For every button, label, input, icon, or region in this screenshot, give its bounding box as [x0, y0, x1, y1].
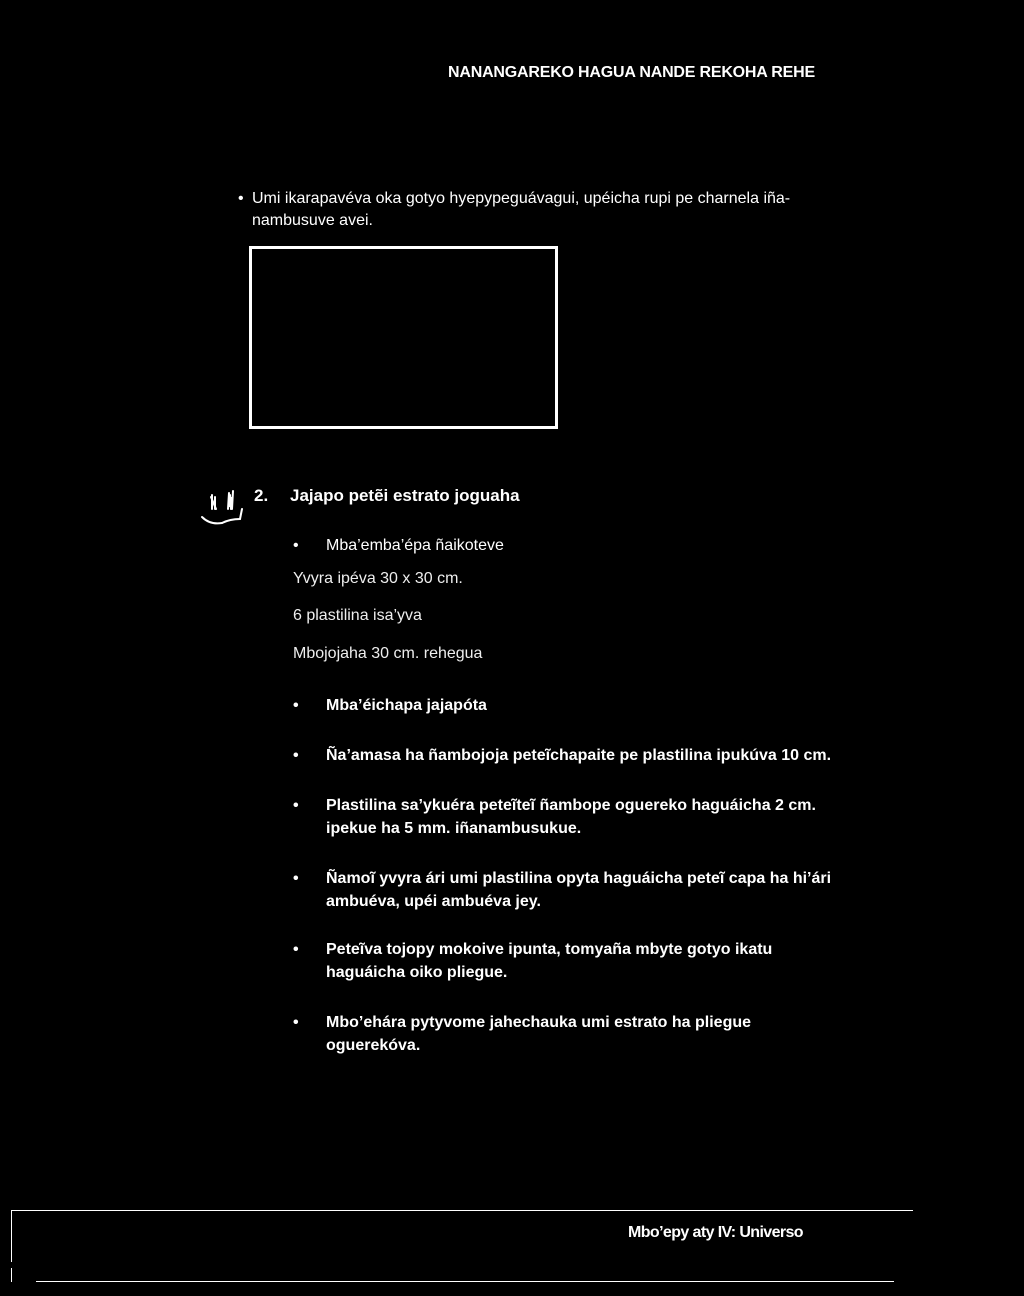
footer-bottom-rule [36, 1281, 894, 1282]
step-text: Mbo’ehára pytyvome jahechauka umi estrato ha pliegue oguerekóva. [326, 1014, 752, 1054]
hands-icon [200, 483, 248, 527]
material-item: Mbojojaha 30 cm. rehegua [293, 645, 483, 662]
footer-text: Mbo’epy aty IV: Universo [628, 1224, 803, 1241]
bullet-dot: • [238, 190, 244, 207]
step-item [293, 744, 893, 767]
footer-left-rule [11, 1210, 12, 1262]
intro-text [252, 188, 888, 232]
bullet-dot: • [293, 747, 299, 764]
bullet-dot: • [293, 697, 299, 714]
page-header-title: NANANGAREKO HAGUA NANDE REKOHA REHE [448, 64, 815, 81]
step-text: Plastilina sa’ykuéra peteĩteĩ ñambope oguereko haguáicha 2 cm. ipekue ha 5 mm. iñanambusukue. [326, 797, 816, 837]
material-item: 6 plastilina isa’yva [293, 607, 422, 624]
footer-top-rule [11, 1210, 913, 1211]
intro-bullet [238, 188, 888, 232]
materials-heading: Mba’emba’épa ñaikoteve [326, 537, 504, 554]
step-text: Ñamoĩ yvyra ári umi plastilina opyta haguáicha peteĩ capa ha hi’ári ambuéva, upéi ambuéva jey. [326, 870, 832, 910]
intro-text-line2: nambusuve avei. [252, 212, 373, 229]
step-item [293, 867, 873, 913]
bullet-dot: • [293, 797, 299, 814]
intro-text-line1: Umi ikarapavéva oka gotyo hyepypeguávagui, upéicha rupi pe charnela iña- [252, 190, 791, 207]
section-number: 2. [254, 486, 269, 505]
step-text: Peteĩva tojopy mokoive ipunta, tomyaña mbyte gotyo ikatu haguáicha oiko pliegue. [326, 941, 773, 981]
drawing-box [249, 246, 558, 429]
procedure-heading: Mba’éichapa jajapóta [326, 697, 487, 714]
footer-left-tick [11, 1268, 12, 1282]
procedure-heading-row [293, 694, 893, 717]
materials-heading-row [293, 534, 893, 557]
bullet-dot: • [293, 537, 299, 554]
step-item [293, 938, 853, 984]
step-item [293, 1011, 833, 1057]
bullet-dot: • [293, 870, 299, 887]
step-text: Ña’amasa ha ñambojoja peteĩchapaite pe plastilina ipukúva 10 cm. [326, 747, 832, 764]
material-item: Yvyra ipéva 30 x 30 cm. [293, 570, 463, 587]
bullet-dot: • [293, 941, 299, 958]
bullet-dot: • [293, 1014, 299, 1031]
section-title: Jajapo petẽi estrato joguaha [290, 486, 520, 505]
step-item [293, 794, 863, 840]
